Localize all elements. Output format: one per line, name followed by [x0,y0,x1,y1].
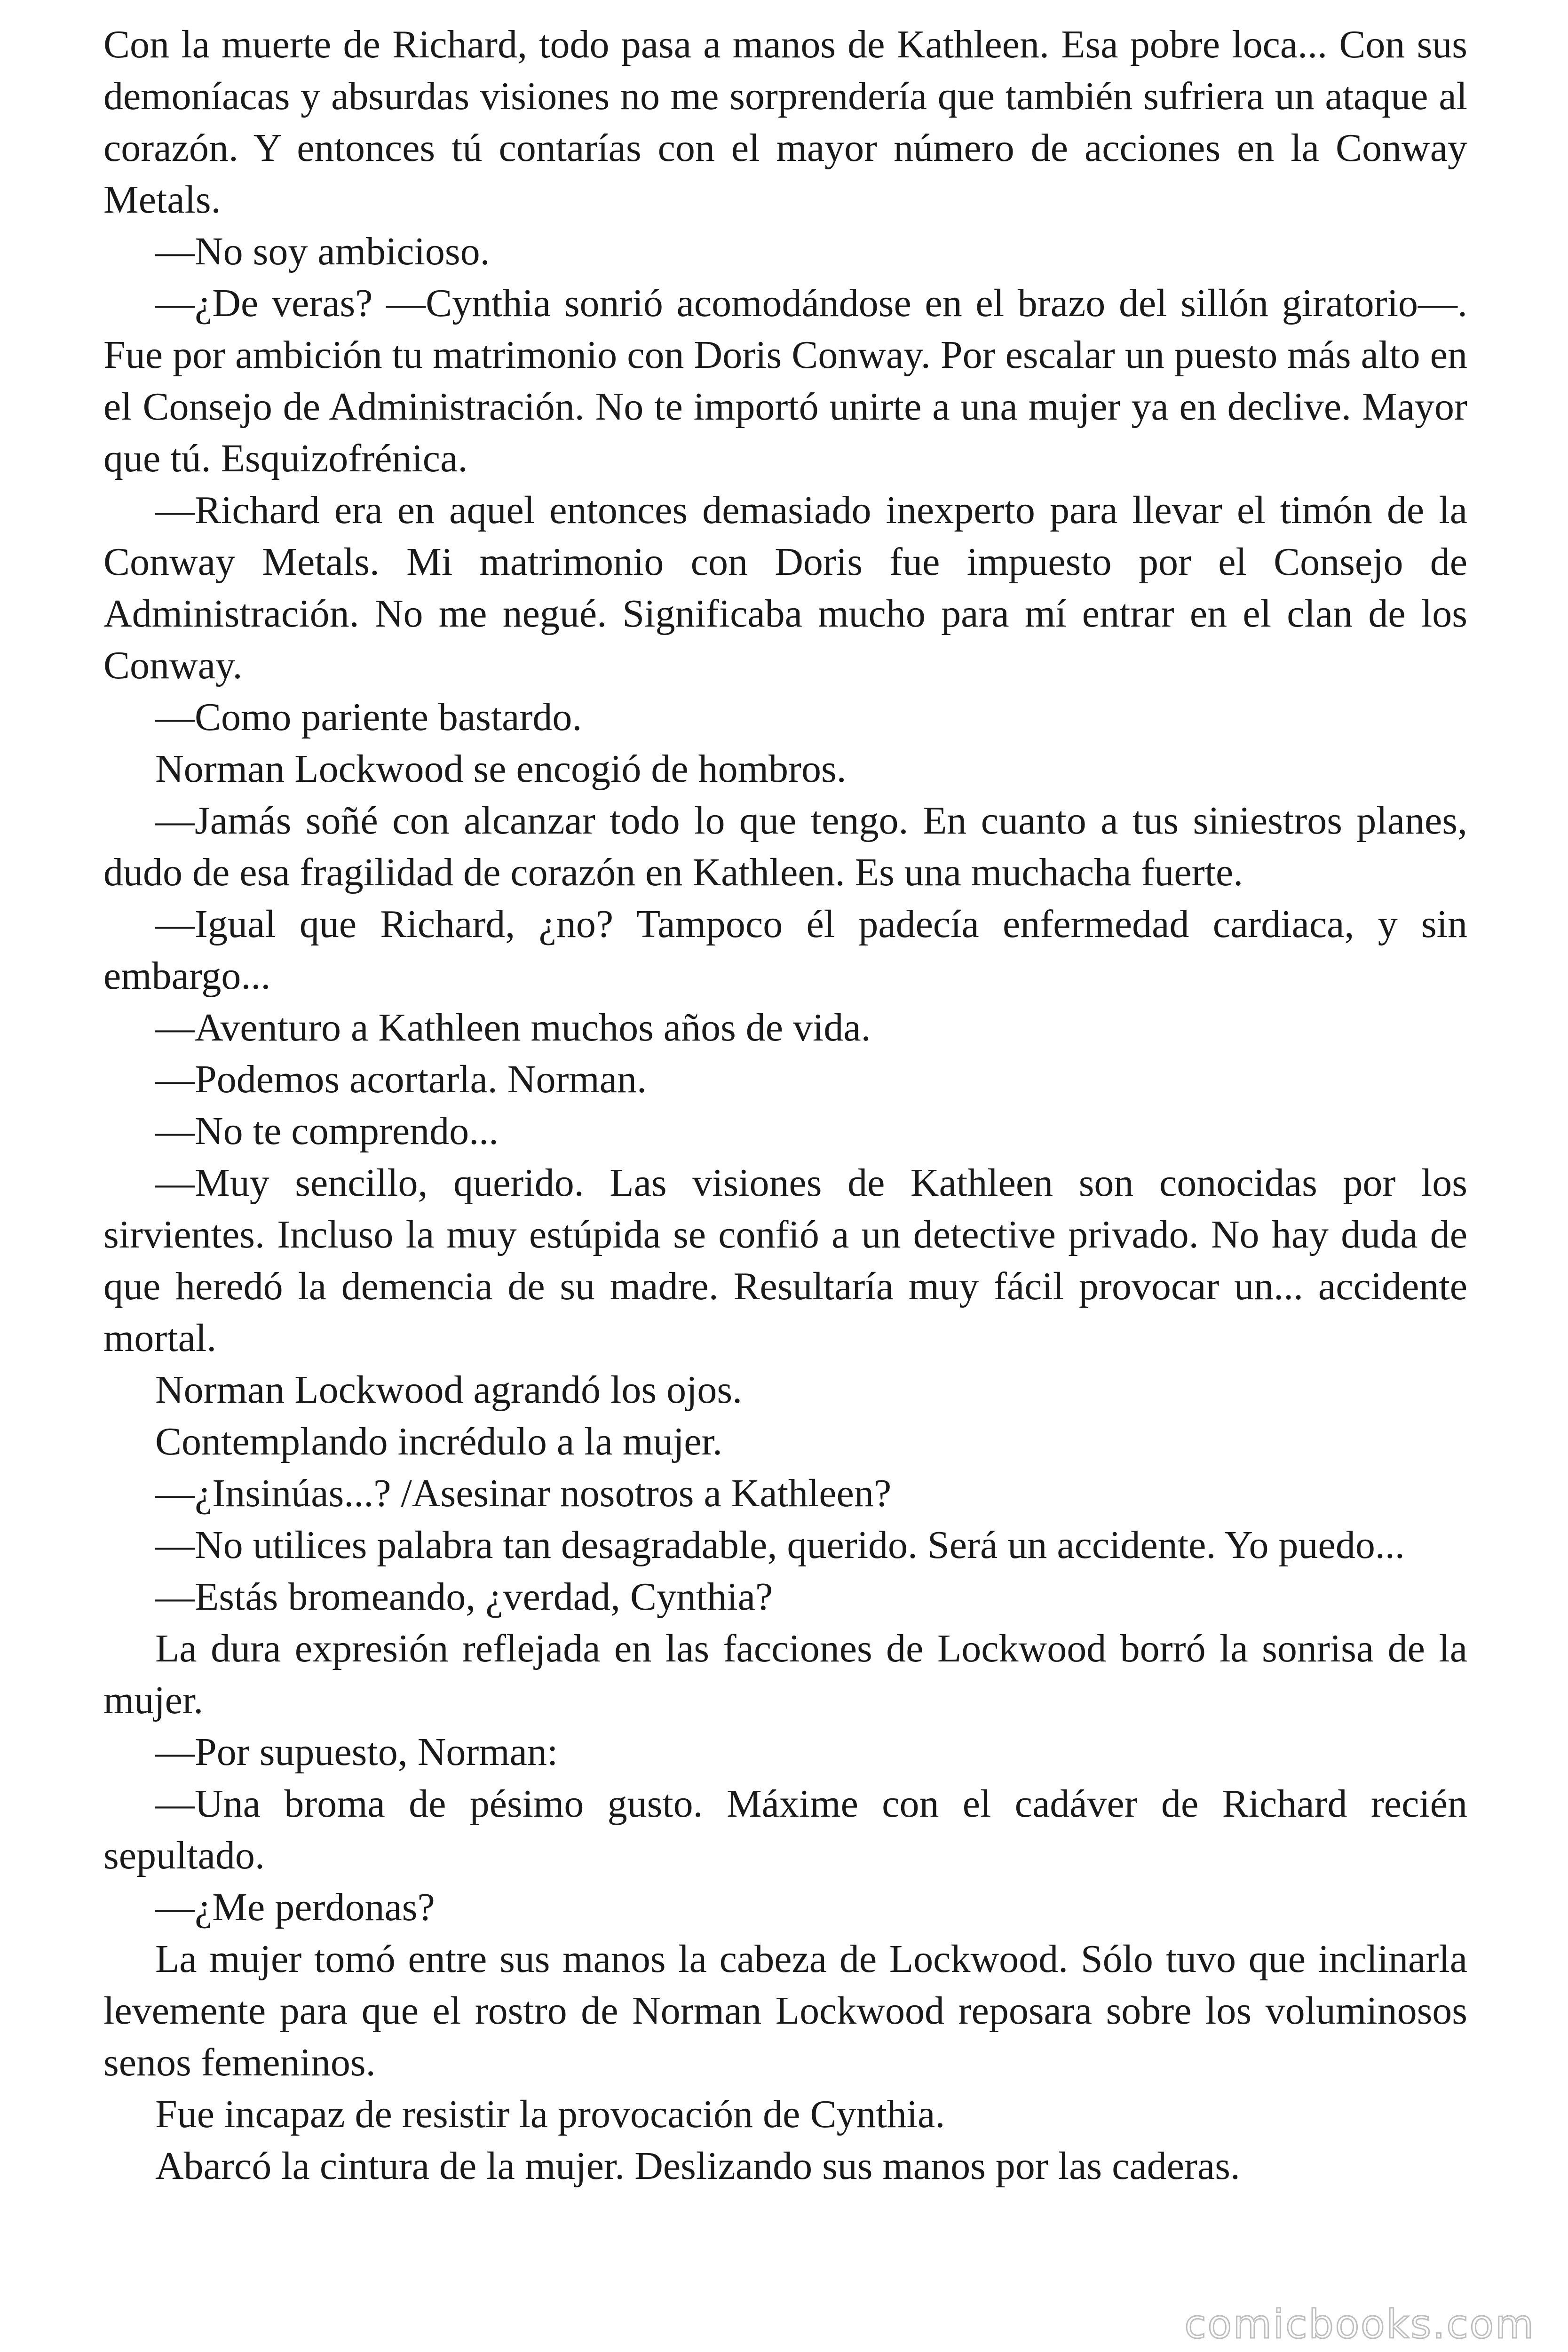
paragraph-14: Contemplando incrédulo a la mujer. [155,1420,723,1463]
paragraph-21: —¿Me perdonas? [155,1885,435,1929]
paragraph-2: —No soy ambicioso. [155,230,490,273]
paragraph-5: —Como pariente bastardo. [155,695,582,739]
paragraph-20: —Una broma de pésimo gusto. Máxime con el cadáver de Richard recién sepultado. [103,1782,1467,1877]
paragraph-1: Con la muerte de Richard, todo pasa a manos de Kathleen. Esa pobre loca... Con sus demoníacas y absurdas visiones no me sorprendería que también sufriera un ataque al corazón. Y entonces tú contarías con el mayor número de acciones en la Conway Metals. [103,23,1467,222]
paragraph-16: —No utilices palabra tan desagradable, querido. Será un accidente. Yo puedo... [155,1523,1405,1567]
paragraph-18: La dura expresión reflejada en las facciones de Lockwood borró la sonrisa de la mujer. [103,1627,1467,1722]
paragraph-6: Norman Lockwood se encogió de hombros. [155,747,847,791]
paragraph-22: La mujer tomó entre sus manos la cabeza de Lockwood. Sólo tuvo que inclinarla levemente para que el rostro de Norman Lockwood reposara sobre los voluminosos senos femeninos. [103,1937,1467,2084]
paragraph-10: —Podemos acortarla. Norman. [155,1057,647,1101]
paragraph-3: —¿De veras? —Cynthia sonrió acomodándose en el brazo del sillón giratorio—. Fue por ambición tu matrimonio con Doris Conway. Por escalar un puesto más alto en el Consejo de Administración. No te importó unirte a una mujer ya en declive. Mayor que tú. Esquizofrénica. [103,281,1467,480]
watermark-logo: comicbooks.com [1184,2301,1535,2347]
document-page [103,19,1467,2192]
paragraph-9: —Aventuro a Kathleen muchos años de vida. [155,1006,871,1049]
paragraph-24: Abarcó la cintura de la mujer. Deslizando sus manos por las caderas. [155,2144,1240,2188]
paragraph-11: —No te comprendo... [155,1109,499,1153]
paragraph-12: —Muy sencillo, querido. Las visiones de Kathleen son conocidas por los sirvientes. Incluso la muy estúpida se confió a un detective privado. No hay duda de que heredó la demencia de su madre. Resultaría muy fácil provocar un... accidente mortal. [103,1161,1467,1360]
paragraph-15: —¿Insinúas...? /Asesinar nosotros a Kathleen? [155,1471,892,1515]
paragraph-4: —Richard era en aquel entonces demasiado inexperto para llevar el timón de la Conway Metals. Mi matrimonio con Doris fue impuesto por el Consejo de Administración. No me negué. Significaba mucho para mí entrar en el clan de los Conway. [103,488,1467,687]
paragraph-7: —Jamás soñé con alcanzar todo lo que tengo. En cuanto a tus siniestros planes, dudo de esa fragilidad de corazón en Kathleen. Es una muchacha fuerte. [103,799,1467,894]
paragraph-8: —Igual que Richard, ¿no? Tampoco él padecía enfermedad cardiaca, y sin embargo... [103,902,1467,998]
paragraph-19: —Por supuesto, Norman: [155,1730,558,1774]
paragraph-13: Norman Lockwood agrandó los ojos. [155,1368,743,1412]
paragraph-17: —Estás bromeando, ¿verdad, Cynthia? [155,1575,773,1619]
paragraph-23: Fue incapaz de resistir la provocación de Cynthia. [155,2092,945,2136]
